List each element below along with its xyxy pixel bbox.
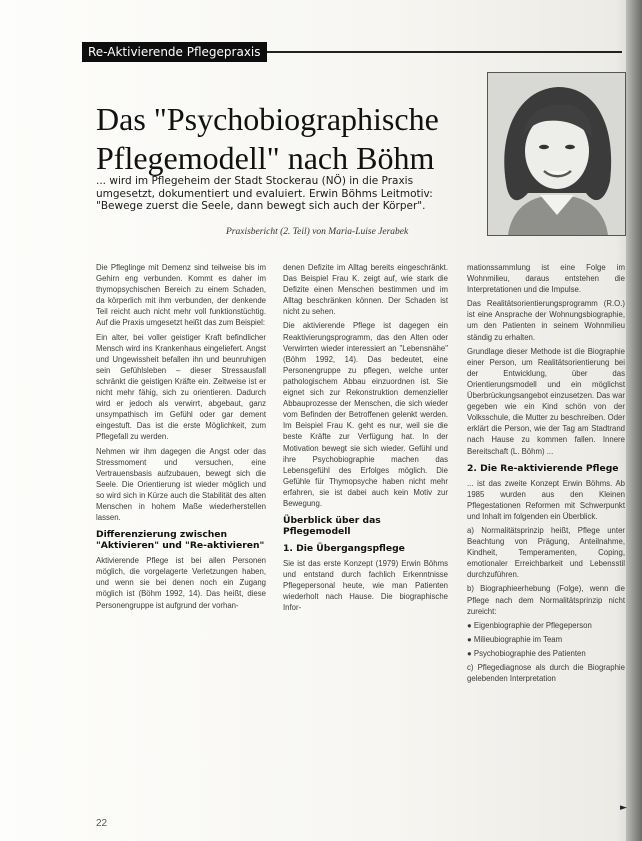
subheading: [96, 529, 266, 551]
list-item: ● Psychobiographie des Patienten: [467, 648, 586, 658]
paragraph: Ein alter, bei voller geistiger Kraft befindlicher Mensch wird ins Krankenhaus eingeliefert. Angst und Ungewissheit befallen ihn und beunruhigen sein Gefühlsleben – dieser Stressausfall schränkt die geistigen Kräfte ein. Zeitweise ist er nicht mehr fähig, sich zu orientieren. Dadurch wird er jedoch als verwirrt, abgebaut, ganz unsympathisch im Gefühl oder gar dement eingestuft. Das ist die erste Möglichkeit, zum Pflegefall zu werden.: [96, 332, 266, 442]
author-photo: [487, 72, 626, 236]
subheading: [283, 515, 448, 537]
list-item: ● Milieubiographie im Team: [467, 634, 563, 644]
paragraph: Das Realitätsorientierungsprogramm (R.O.) ist eine Ansprache der Wohnungsbiographie, um den Patienten in seinem Wohnmilieu ständig zu erhalten.: [467, 299, 625, 342]
title-line-1: Das "Psychobiographische: [96, 101, 439, 137]
paragraph: mationssammlung ist eine Folge im Wohnmilieu, daraus entstehen die Interpretationen und die Impulse.: [467, 263, 625, 295]
portrait-image: [488, 73, 625, 235]
paragraph: Die aktivierende Pflege ist dagegen ein Reaktivierungsprogramm, das den Alten oder Verwirrten wieder interessiert an "Lebensnähe" (Böhm 1992, 14). Das bedeutet, eine Personengruppe zu pflegen, welche unter pathologischem Abbau einzuordnen ist. Sie eignet sich zur Rekonstruktion demenzieller Abbauprozesse der Menschen, die sich wieder vom Befinden der Betroffenen gelenkt werden. Im Beispiel Frau K. geht es nur, weil sie die beste Kräfte zur Verfügung hat. In der Motivation bewegt sie sich wieder. Gefühl und ihre Psychobiographie machen das Lebensgefühl des Erfolges möglich. Die Gefühle für Thymopsyche haben nicht mehr erfahren, sie ist dabei auch kein Motiv zur Bewegung.: [283, 321, 448, 508]
article-title: [96, 100, 476, 178]
paragraph: Nehmen wir ihm dagegen die Angst oder das Stressmoment und versuchen, eine Vertrauensbasis aufzubauen, bewegt sich die Seele. Die Orientierung ist wieder möglich und so wird sich in Kürze auch die Stabilität des alten Menschen in hohem Maße wiederherstellen lassen.: [96, 446, 266, 523]
section-label: Re-Aktivierende Pflegepraxis: [82, 42, 267, 62]
subheading-line: "Aktivieren" und "Re-aktivieren": [96, 540, 265, 552]
paragraph: c) Pflegediagnose als durch die Biographie gelebenden Interpretation: [467, 663, 625, 684]
article-lead: ... wird im Pflegeheim der Stadt Stockerau (NÖ) in die Praxis umgesetzt, dokumentiert und evaluiert. Erwin Böhms Leitmotiv: "Bewege zuerst die Seele, dann bewegt sich auch der Körper".: [96, 175, 433, 213]
paragraph: Sie ist das erste Konzept (1979) Erwin Böhms und entstand durch fachlich Erkenntnisse Pflegepersonal heute, wie man Patienten wiederholt nach Hause. Die biographische Infor-: [283, 559, 448, 613]
paragraph: Grundlage dieser Methode ist die Biographie einer Person, um Realitätsorientierung bei der Entwicklung, über das Orientierungsmodell und ein möglichst Überbrückungsangebot einzusetzen. Das war gegeben wie ein Kind schön von der Volksschule, die Mutter zu beschreiben. Oder erklärt die Person, wie der Tag am Stadtrand nach Hause zu kommen fallen. Innere Bereitschaft (L. Böhm) ...: [467, 346, 625, 456]
list-item: ● Eigenbiographie der Pflegeperson: [467, 620, 592, 630]
subheading: 1. Die Übergangspflege: [283, 543, 405, 555]
paragraph: b) Biographieerhebung (Folge), wenn die Pflege nach dem Normalitätsprinzip nicht zureicht:: [467, 584, 625, 616]
continue-arrow-icon: ►: [620, 803, 627, 813]
column-1: [96, 262, 266, 614]
page-number: 22: [96, 818, 108, 829]
article-byline: Praxisbericht (2. Teil) von Maria-Luise Jerabek: [226, 227, 409, 237]
page-binding-shadow: [626, 0, 642, 841]
paragraph: a) Normalitätsprinzip heißt, Pflege unter Beachtung von Prägung, Anteilnahme, Kindheit, Temperamenten, Coping, emotionaler Erreichbarkeit und Lebensstil durchzuführen.: [467, 525, 625, 580]
subheading-line: Pflegemodell: [283, 526, 351, 538]
paragraph: ... ist das zweite Konzept Erwin Böhms. Ab 1985 wurden aus den Kleinen Pflegestationen Reformen mit Schwerpunkt und Inhalt im folgenden ein Überblick.: [467, 478, 625, 521]
title-line-2: Pflegemodell" nach Böhm: [96, 140, 435, 176]
subheading-line: Überblick über das: [283, 515, 381, 527]
paragraph: Die Pfleglinge mit Demenz sind teilweise bis im Gehirn eng verbunden. Kommt es daher im thymopsychischen Bereich zu einem Schaden, da körperlich mit ihm verbunden, der denkende Teil reicht auch nicht mehr voll funktionstüchtig. Auf die Praxis umgesetzt heißt das zum Beispiel:: [96, 263, 266, 328]
paragraph: denen Defizite im Alltag bereits eingeschränkt. Das Beispiel Frau K. zeigt auf, wie stark die Defizite einen Menschen bestimmen und im Alltag beschränken können. Der Schaden ist nicht zu sehen.: [283, 263, 448, 317]
paragraph: Aktivierende Pflege ist bei allen Personen möglich, die vorgelagerte Verletzungen haben, und wenn sie bei denen noch ein Zugang möglich ist (Böhm 1992, 14). Das heißt, diese Personengruppe ist aufgrund der vorhan-: [96, 556, 266, 610]
column-3: [467, 262, 625, 687]
column-2: [283, 262, 448, 617]
subheading-line: Differenzierung zwischen: [96, 529, 228, 541]
header-rule: [267, 51, 622, 53]
subheading: 2. Die Re-aktivierende Pflege: [467, 462, 619, 474]
